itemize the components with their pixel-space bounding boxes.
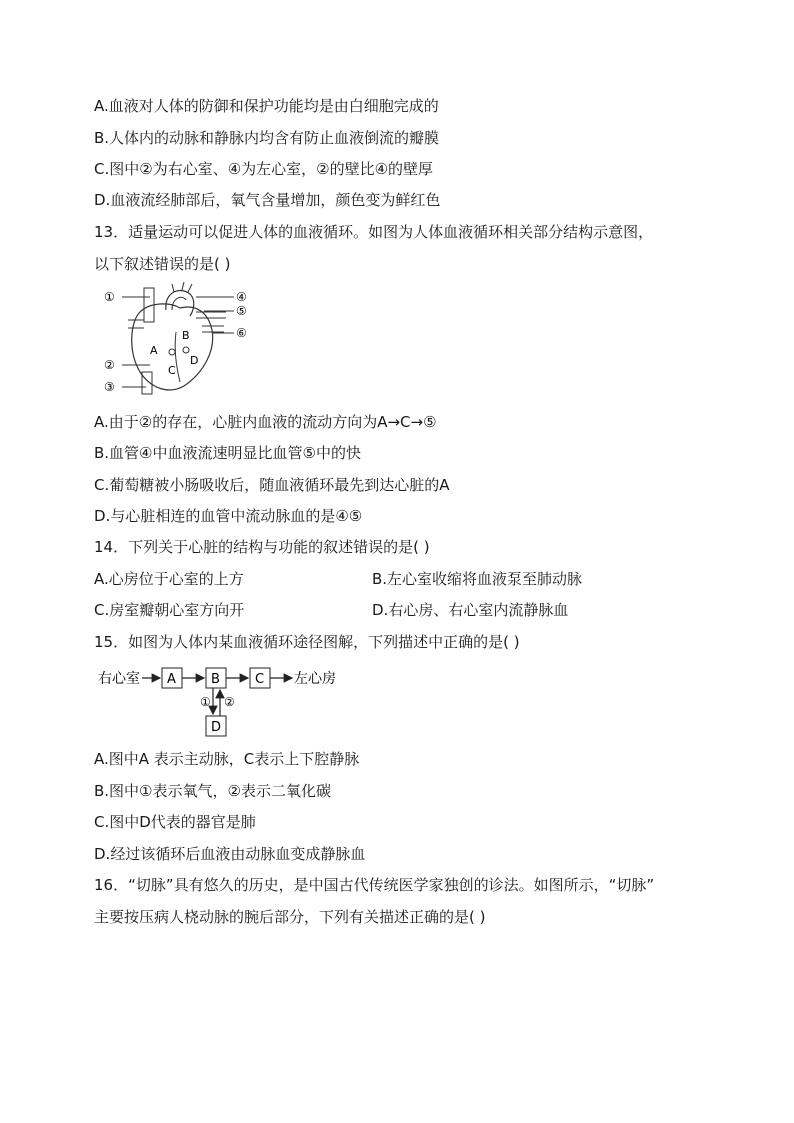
q15-option-b: B.图中①表示氧气，②表示二氧化碳 xyxy=(94,782,331,800)
q13-option-b: B.血管④中血液流速明显比血管⑤中的快 xyxy=(94,444,361,462)
q13-stem-line2: 以下叙述错误的是( ) xyxy=(94,255,231,273)
q14-option-d: D.右心房、右心室内流静脉血 xyxy=(372,601,569,619)
q13-stem-line1: 13．适量运动可以促进人体的血液循环。如图为人体血液循环相关部分结构示意图， xyxy=(94,223,654,241)
chamber-d: D xyxy=(190,354,199,367)
q13-heart-diagram xyxy=(100,282,270,398)
diagram-arrow-1: ① xyxy=(200,695,211,709)
q16-stem-line1: 16．“切脉”具有悠久的历史，是中国古代传统医学家独创的诊法。如图所示，“切脉” xyxy=(94,876,655,894)
chamber-a: A xyxy=(150,344,158,357)
q12-option-b: B.人体内的动脉和静脉内均含有防止血液倒流的瓣膜 xyxy=(94,129,440,147)
q16-stem-line2: 主要按压病人桡动脉的腕后部分，下列有关描述正确的是( ) xyxy=(94,908,486,926)
q12-option-d: D.血液流经肺部后，氧气含量增加，颜色变为鲜红色 xyxy=(94,191,441,209)
q14-option-c: C.房室瓣朝心室方向开 xyxy=(94,601,245,619)
q15-stem: 15．如图为人体内某血液循环途径图解，下列描述中正确的是( ) xyxy=(94,633,520,651)
label-4: ④ xyxy=(236,290,247,304)
q14-option-a: A.心房位于心室的上方 xyxy=(94,570,244,588)
label-5: ⑤ xyxy=(236,304,247,318)
q13-option-a: A.由于②的存在，心脏内血液的流动方向为A→C→⑤ xyxy=(94,413,437,431)
diagram-box-c: C xyxy=(255,672,265,687)
diagram-start: 右心室 xyxy=(98,671,140,687)
label-1: ① xyxy=(104,290,115,304)
label-6: ⑥ xyxy=(236,326,247,340)
q12-option-a: A.血液对人体的防御和保护功能均是由白细胞完成的 xyxy=(94,97,439,115)
q15-option-a: A.图中A 表示主动脉，C表示上下腔静脉 xyxy=(94,750,360,768)
diagram-arrow-2: ② xyxy=(224,695,235,709)
diagram-box-d: D xyxy=(211,720,222,735)
q14-option-b: B.左心室收缩将血液泵至肺动脉 xyxy=(372,570,583,588)
label-3: ③ xyxy=(104,380,115,394)
label-2: ② xyxy=(104,358,115,372)
q13-option-d: D.与心脏相连的血管中流动脉血的是④⑤ xyxy=(94,507,363,525)
q13-option-c: C.葡萄糖被小肠吸收后，随血液循环最先到达心脏的A xyxy=(94,476,450,494)
q15-option-d: D.经过该循环后血液由动脉血变成静脉血 xyxy=(94,845,366,863)
diagram-end: 左心房 xyxy=(294,671,336,687)
q15-option-c: C.图中D代表的器官是肺 xyxy=(94,813,256,831)
diagram-box-b: B xyxy=(211,672,220,687)
chamber-c: C xyxy=(168,364,176,377)
chamber-b: B xyxy=(182,329,190,342)
q12-option-c: C.图中②为右心室、④为左心室，②的壁比④的壁厚 xyxy=(94,160,434,178)
q14-stem: 14．下列关于心脏的结构与功能的叙述错误的是( ) xyxy=(94,538,430,556)
diagram-box-a: A xyxy=(167,672,176,687)
q15-circulation-diagram xyxy=(96,664,356,740)
